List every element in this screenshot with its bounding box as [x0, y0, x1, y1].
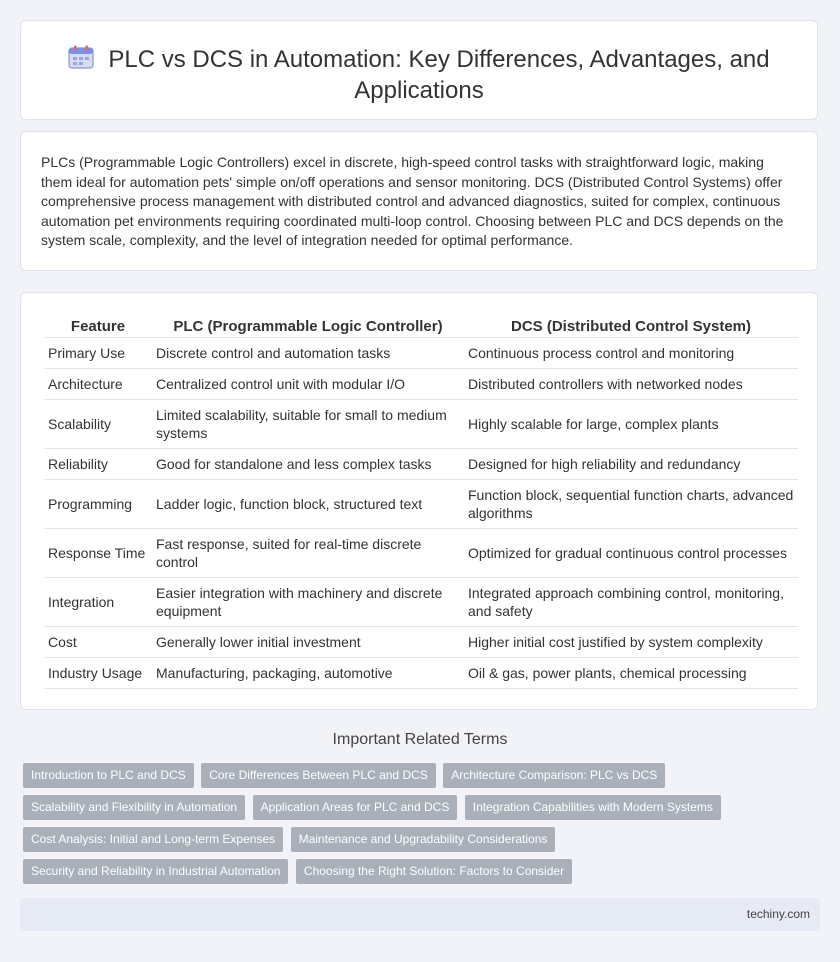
cell-dcs: Continuous process control and monitoring: [464, 338, 798, 369]
cell-plc: Discrete control and automation tasks: [152, 338, 464, 369]
tag-row: [23, 827, 783, 859]
cell-feature: Reliability: [44, 449, 152, 480]
intro-paragraph: PLCs (Programmable Logic Controllers) excel in discrete, high-speed control tasks with straightforward logic, making them ideal for automation pets' simple on/off operations and sensor monitoring. DCS (Distributed Control Systems) offer comprehensive process management with distributed control and advanced diagnostics, suited for complex, continuous automation pet environments requiring coordinated multi-loop control. Choosing between PLC and DCS depends on the system scale, complexity, and the level of integration needed for optimal performance.: [41, 154, 784, 248]
related-term-tag[interactable]: Scalability and Flexibility in Automation: [23, 795, 245, 820]
cell-feature: Integration: [44, 578, 152, 627]
footer-bar: [20, 898, 820, 931]
cell-feature: Primary Use: [44, 338, 152, 369]
cell-feature: Industry Usage: [44, 658, 152, 689]
related-term-tag[interactable]: Introduction to PLC and DCS: [23, 763, 194, 788]
table-row: [44, 529, 798, 578]
cell-plc: Manufacturing, packaging, automotive: [152, 658, 464, 689]
table-row: [44, 400, 798, 449]
cell-feature: Scalability: [44, 400, 152, 449]
cell-dcs: Designed for high reliability and redundancy: [464, 449, 798, 480]
cell-plc: Ladder logic, function block, structured text: [152, 480, 464, 529]
footer-site-link[interactable]: techiny.com: [746, 907, 810, 921]
cell-feature: Cost: [44, 627, 152, 658]
calendar-icon: [68, 45, 94, 76]
related-term-tag[interactable]: Application Areas for PLC and DCS: [253, 795, 458, 820]
related-term-tag[interactable]: Cost Analysis: Initial and Long-term Expenses: [23, 827, 283, 852]
header-dcs: DCS (Distributed Control System): [464, 314, 798, 338]
comparison-table-card: [20, 292, 818, 710]
cell-dcs: Highly scalable for large, complex plants: [464, 400, 798, 449]
header-plc: PLC (Programmable Logic Controller): [152, 314, 464, 338]
cell-plc: Fast response, suited for real-time discrete control: [152, 529, 464, 578]
page-title: PLC vs DCS in Automation: Key Differences, Advantages, and Applications: [108, 46, 770, 104]
cell-plc: Easier integration with machinery and discrete equipment: [152, 578, 464, 627]
table-row: [44, 578, 798, 627]
table-row: [44, 480, 798, 529]
related-terms-tags: [23, 763, 783, 891]
page-title-wrap: [21, 21, 817, 105]
tag-row: [23, 763, 783, 795]
cell-feature: Programming: [44, 480, 152, 529]
cell-dcs: Function block, sequential function charts, advanced algorithms: [464, 480, 798, 529]
table-row: [44, 449, 798, 480]
related-term-tag[interactable]: Maintenance and Upgradability Considerations: [291, 827, 556, 852]
related-term-tag[interactable]: Architecture Comparison: PLC vs DCS: [443, 763, 665, 788]
related-term-tag[interactable]: Integration Capabilities with Modern Systems: [465, 795, 721, 820]
related-terms-title: Important Related Terms: [332, 731, 508, 748]
intro-card: [20, 131, 818, 271]
table-row: [44, 338, 798, 369]
cell-dcs: Optimized for gradual continuous control processes: [464, 529, 798, 578]
header-feature: Feature: [44, 314, 152, 338]
cell-dcs: Oil & gas, power plants, chemical processing: [464, 658, 798, 689]
cell-dcs: Higher initial cost justified by system complexity: [464, 627, 798, 658]
comparison-table: [44, 314, 798, 689]
related-term-tag[interactable]: Choosing the Right Solution: Factors to Consider: [296, 859, 572, 884]
cell-plc: Limited scalability, suitable for small to medium systems: [152, 400, 464, 449]
table-row: [44, 369, 798, 400]
cell-dcs: Integrated approach combining control, monitoring, and safety: [464, 578, 798, 627]
cell-feature: Architecture: [44, 369, 152, 400]
related-term-tag[interactable]: Core Differences Between PLC and DCS: [201, 763, 436, 788]
cell-feature: Response Time: [44, 529, 152, 578]
table-row: [44, 658, 798, 689]
related-term-tag[interactable]: Security and Reliability in Industrial Automation: [23, 859, 288, 884]
table-header-row: [44, 314, 798, 338]
tag-row: [23, 859, 783, 891]
title-card: [20, 20, 818, 120]
cell-dcs: Distributed controllers with networked nodes: [464, 369, 798, 400]
tag-row: [23, 795, 783, 827]
cell-plc: Centralized control unit with modular I/O: [152, 369, 464, 400]
table-row: [44, 627, 798, 658]
cell-plc: Good for standalone and less complex tasks: [152, 449, 464, 480]
cell-plc: Generally lower initial investment: [152, 627, 464, 658]
